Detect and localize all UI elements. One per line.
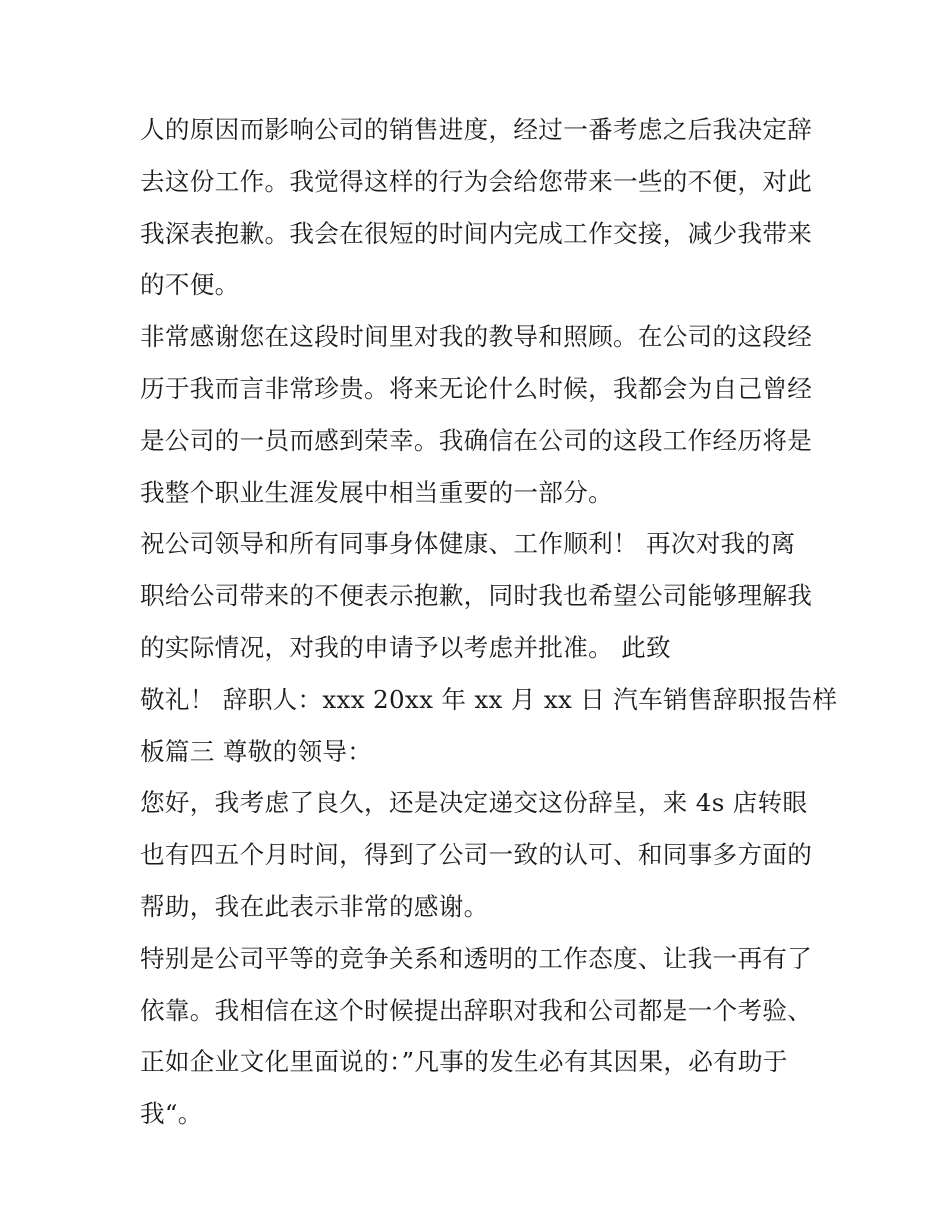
text-line-19: 正如企业文化里面说的：”凡事的发生必有其因果，必有助于 xyxy=(140,1047,788,1077)
text-line-17: 特别是公司平等的竞争关系和透明的工作态度、让我一再有了 xyxy=(140,943,813,973)
text-line-2: 去这份工作。我觉得这样的行为会给您带来一些的不便，对此 xyxy=(140,166,813,196)
text-line-5: 非常感谢您在这段时间里对我的教导和照顾。在公司的这段经 xyxy=(140,322,813,352)
text-line-20: 我“。 xyxy=(140,1099,203,1129)
text-line-4: 的不便。 xyxy=(140,270,240,300)
text-line-11: 的实际情况，对我的申请予以考虑并批准。 此致 xyxy=(140,632,671,662)
text-line-3: 我深表抱歉。我会在很短的时间内完成工作交接，减少我带来 xyxy=(140,218,813,248)
text-line-8: 我整个职业生涯发展中相当重要的一部分。 xyxy=(140,477,613,507)
text-line-7: 是公司的一员而感到荣幸。我确信在公司的这段工作经历将是 xyxy=(140,425,813,455)
text-line-13: 板篇三 尊敬的领导： xyxy=(140,736,373,766)
text-line-9: 祝公司领导和所有同事身体健康、工作顺利！ 再次对我的离 xyxy=(140,529,796,559)
text-line-6: 历于我而言非常珍贵。将来无论什么时候，我都会为自己曾经 xyxy=(140,373,813,403)
text-line-18: 依靠。我相信在这个时候提出辞职对我和公司都是一个考验、 xyxy=(140,995,813,1025)
text-line-12: 敬礼！ 辞职人：xxx 20xx 年 xx 月 xx 日 汽车销售辞职报告样 xyxy=(140,684,838,714)
text-line-14: 您好，我考虑了良久，还是决定递交这份辞呈，来 4s 店转眼 xyxy=(140,788,808,818)
body-text xyxy=(140,104,838,1140)
text-line-16: 帮助，我在此表示非常的感谢。 xyxy=(140,891,489,921)
text-line-15: 也有四五个月时间，得到了公司一致的认可、和同事多方面的 xyxy=(140,840,813,870)
text-line-10: 职给公司带来的不便表示抱歉，同时我也希望公司能够理解我 xyxy=(140,581,813,611)
text-line-1: 人的原因而影响公司的销售进度，经过一番考虑之后我决定辞 xyxy=(140,115,813,144)
